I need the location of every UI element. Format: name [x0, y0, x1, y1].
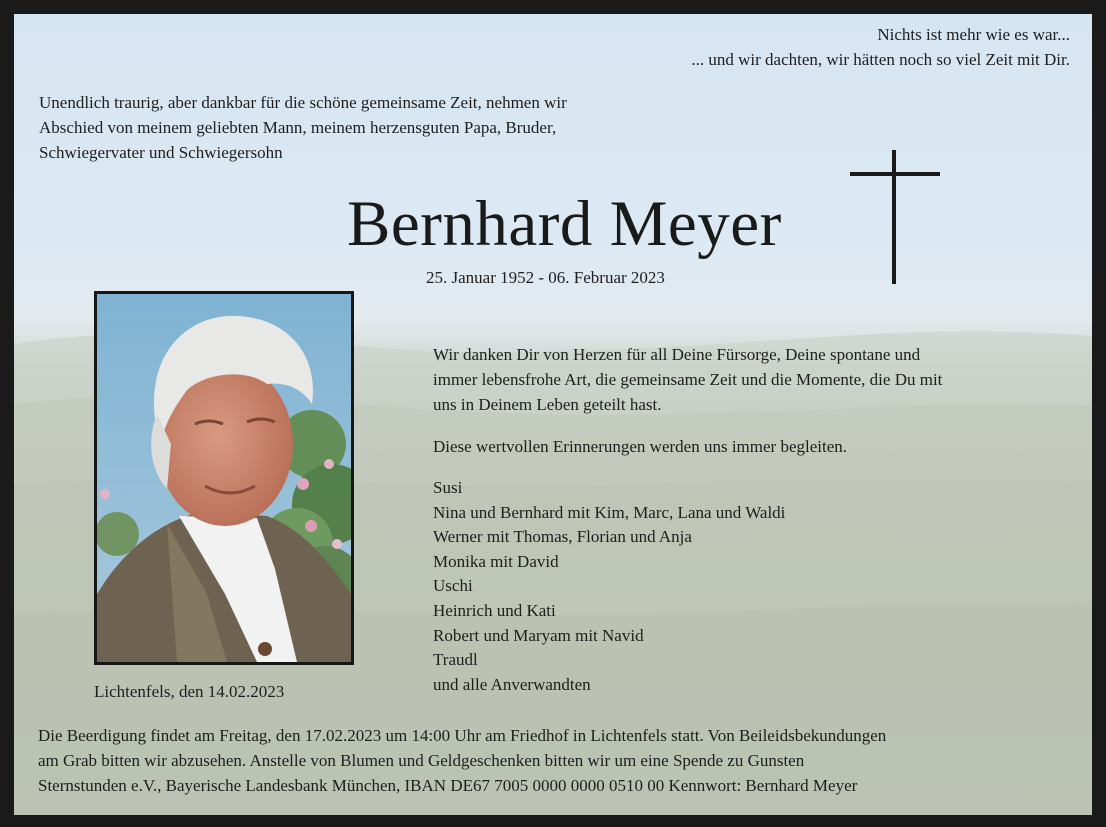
family-list: [433, 476, 785, 697]
cross-icon: [850, 150, 940, 284]
thanks-line-1: Wir danken Dir von Herzen für all Deine Fürsorge, Deine spontane und: [433, 345, 921, 364]
family-member: Nina und Bernhard mit Kim, Marc, Lana und Waldi: [433, 502, 786, 522]
announcement-line-3: Sternstunden e.V., Bayerische Landesbank München, IBAN DE67 7005 0000 0000 0510 00 Kennwort: Bernhard Meyer: [38, 776, 858, 795]
family-member: Werner mit Thomas, Florian und Anja: [433, 527, 692, 547]
intro-text: [39, 90, 567, 165]
announcement-line-2: am Grab bitten wir abzusehen. Anstelle von Blumen und Geldgeschenken bitten wir um eine Spende zu Gunsten: [38, 751, 805, 770]
family-member: Uschi: [433, 576, 473, 596]
family-member: Susi: [433, 478, 463, 497]
life-dates: 25. Januar 1952 - 06. Februar 2023: [426, 268, 665, 287]
obituary-card: [14, 14, 1092, 815]
memories-text: Diese wertvollen Erinnerungen werden uns immer begleiten.: [433, 437, 848, 456]
intro-line-1: Unendlich traurig, aber dankbar für die schöne gemeinsame Zeit, nehmen wir: [39, 93, 567, 112]
family-member: Traudl: [433, 650, 478, 670]
announcement-line-1: Die Beerdigung findet am Freitag, den 17.02.2023 um 14:00 Uhr am Friedhof in Lichtenfels statt. Von Beileidsbekundungen: [38, 726, 887, 745]
intro-line-2: Abschied von meinem geliebten Mann, meinem herzensguten Papa, Bruder,: [39, 118, 557, 137]
motto-line-1: Nichts ist mehr wie es war...: [877, 25, 1070, 44]
portrait-image: [97, 294, 351, 662]
thanks-line-3: uns in Deinem Leben geteilt hast.: [433, 395, 662, 414]
intro-line-3: Schwiegervater und Schwiegersohn: [39, 143, 283, 162]
family-member: Robert und Maryam mit Navid: [433, 625, 644, 645]
thanks-text: [433, 342, 942, 417]
motto: [691, 22, 1070, 72]
family-member: und alle Anverwandten: [433, 674, 591, 694]
place-and-date: Lichtenfels, den 14.02.2023: [94, 682, 285, 701]
family-member: Monika mit David: [433, 551, 559, 571]
funeral-announcement: [38, 723, 886, 798]
family-member: Heinrich und Kati: [433, 600, 556, 620]
motto-line-2: ... und wir dachten, wir hätten noch so viel Zeit mit Dir.: [691, 50, 1070, 69]
deceased-name: Bernhard Meyer: [347, 188, 782, 260]
portrait-photo: [94, 291, 354, 665]
thanks-line-2: immer lebensfrohe Art, die gemeinsame Zeit und die Momente, die Du mit: [433, 370, 943, 389]
